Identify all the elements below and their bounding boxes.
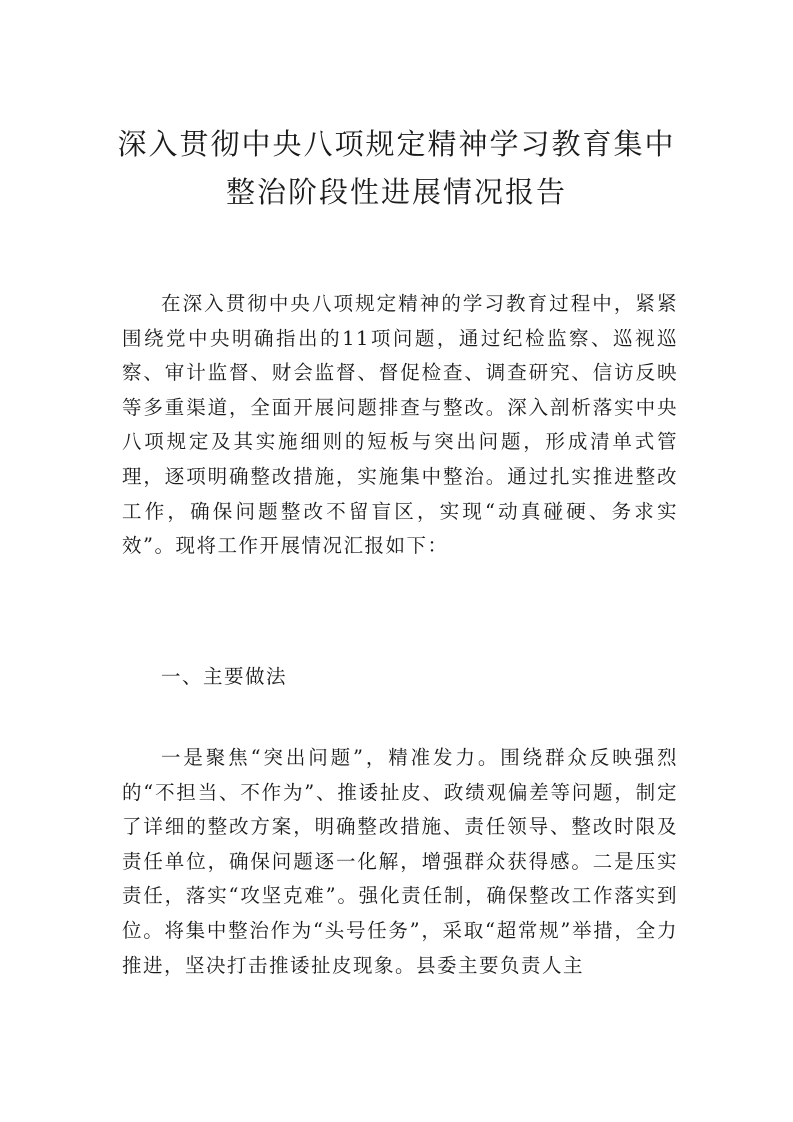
section-paragraph: 一是聚焦“突出问题”，精准发力。围绕群众反映强烈的“不担当、不作为”、推诿扯皮、政绩观偏差等问题，制定了详细的整改方案，明确整改措施、责任领导、整改时限及责任单位，确保问题逐一化解，增强群众获得感。二是压实责任，落实“攻坚克难”。强化责任制，确保整改工作落实到位。将集中整治作为“头号任务”，采取“超常规”举措，全力推进，坚决打击推诿扯皮现象。县委主要负责人主 <box>122 746 678 977</box>
intro-paragraph: 在深入贯彻中央八项规定精神的学习教育过程中，紧紧围绕党中央明确指出的11项问题，通过纪检监察、巡视巡察、审计监督、财会监督、督促检查、调查研究、信访反映等多重渠道，全面开展问题排查与整改。深入剖析落实中央八项规定及其实施细则的短板与突出问题，形成清单式管理，逐项明确整改措施，实施集中整治。通过扎实推进整改工作，确保问题整改不留盲区，实现“动真碰硬、务求实效”。现将工作开展情况汇报如下： <box>122 292 678 558</box>
document-title-line-2: 整治阶段性进展情况报告 <box>225 175 567 209</box>
document-title-line-1: 深入贯彻中央八项规定精神学习教育集中 <box>117 127 676 161</box>
section-heading: 一、主要做法 <box>161 665 288 688</box>
